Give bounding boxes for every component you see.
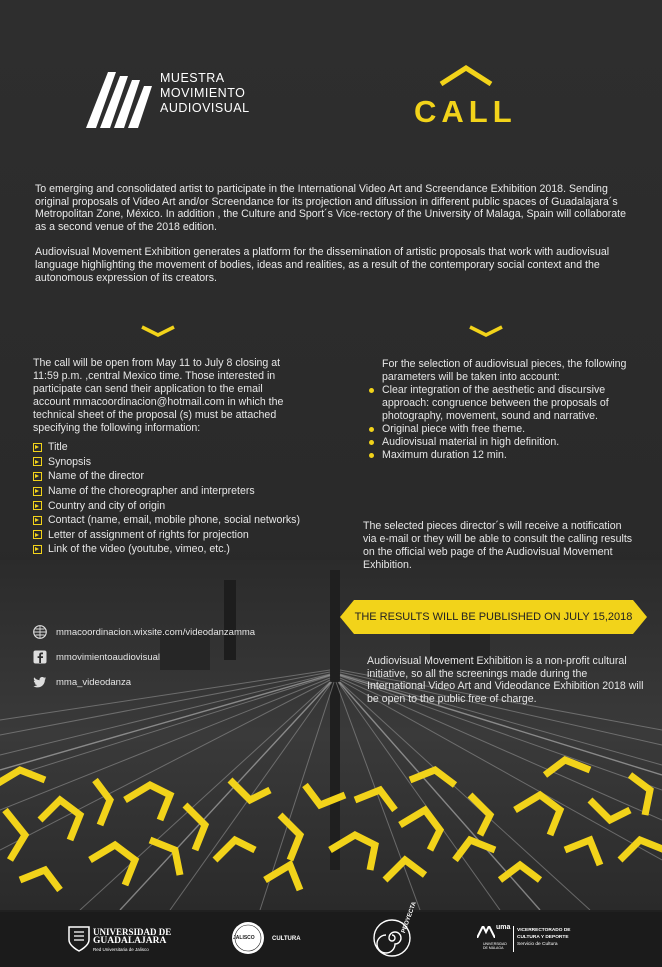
bullet-icon xyxy=(369,427,374,432)
website-link[interactable] xyxy=(33,624,255,640)
udg-name-2: GUADALAJARA xyxy=(93,936,167,946)
uma-subtitle: UNIVERSIDAD DE MÁLAGA xyxy=(483,942,507,950)
checkbox-arrow-icon xyxy=(33,516,42,525)
twitter-link[interactable] xyxy=(33,674,255,690)
decorative-yellow-shapes xyxy=(0,740,662,910)
uma-logo-icon xyxy=(477,926,495,938)
vice-line-2: CULTURA Y DEPORTE xyxy=(517,935,569,940)
globe-icon xyxy=(33,625,47,639)
chevron-down-icon xyxy=(139,324,177,338)
results-banner: THE RESULTS WILL BE PUBLISHED ON JULY 15,2018 xyxy=(354,611,633,623)
brand-line-1: MUESTRA xyxy=(160,71,225,85)
bullet-icon xyxy=(369,388,374,393)
intro-text xyxy=(35,183,635,297)
call-dates-text: The call will be open from May 11 to July 8 closing at 11:59 p.m. ,central Mexico time. Those interested in participate can send their application to the email account mmacoordinacion@hotmail.com in which the technical sheet of the proposal (s) must be attached specifying the following information: xyxy=(33,357,284,434)
vice-line-1: VICERRECTORADO DE xyxy=(517,928,571,933)
list-item: Name of the choreographer and interpreters xyxy=(33,484,300,499)
criteria-intro: For the selection of audiovisual pieces, the following parameters will be taken into account: xyxy=(382,358,627,383)
list-item: Name of the director xyxy=(33,469,300,484)
facebook-icon xyxy=(33,650,47,664)
mma-logo xyxy=(86,66,156,128)
list-item: Country and city of origin xyxy=(33,498,300,513)
udg-subtitle: Red Universitaria de Jalisco xyxy=(93,947,149,952)
chevron-down-icon xyxy=(467,324,505,338)
call-heading: CALL xyxy=(414,94,517,129)
cultura-label: CULTURA xyxy=(272,936,301,942)
list-item: Audiovisual material in high definition. xyxy=(382,436,630,449)
checkbox-arrow-icon xyxy=(33,487,42,496)
notification-text: The selected pieces director´s will receive a notification via e-mail or they will be able to consult the calling results on the official web page of the Audiovisual Movement Exhibition. xyxy=(363,520,633,571)
checkbox-arrow-icon xyxy=(33,443,42,452)
list-item: Title xyxy=(33,440,300,455)
footer-sponsors xyxy=(0,901,662,967)
facebook-handle: mmovimientoaudiovisual xyxy=(56,651,161,663)
list-item: Original piece with free theme. xyxy=(382,423,630,436)
list-item: Maximum duration 12 min. xyxy=(382,449,630,462)
nonprofit-text: Audiovisual Movement Exhibition is a non-profit cultural initiative, so all the screenings made during the International Video Art and Videodance Exhibition 2018 will be open to the public free of charge. xyxy=(367,655,644,705)
list-item: Synopsis xyxy=(33,455,300,470)
list-item: Contact (name, email, mobile phone, social networks) xyxy=(33,513,300,528)
bullet-icon xyxy=(369,440,374,445)
facebook-link[interactable] xyxy=(33,649,255,665)
required-info-list xyxy=(33,440,300,557)
uma-label: uma xyxy=(496,924,511,931)
brand-line-2: MOVIMIENTO xyxy=(160,86,246,100)
checkbox-arrow-icon xyxy=(33,530,42,539)
twitter-icon xyxy=(33,675,47,689)
checkbox-arrow-icon xyxy=(33,472,42,481)
intro-paragraph-2: Audiovisual Movement Exhibition generates a platform for the dissemination of artistic proposals that work with audiovisual language highlighting the movement of bodies, ideas and realities, as a result of the contemporary social context and the autonomous expression of its creators. xyxy=(35,246,610,284)
list-item: Link of the video (youtube, vimeo, etc.) xyxy=(33,542,300,557)
social-links xyxy=(33,624,255,699)
criteria-list xyxy=(382,384,630,462)
brand-line-3: AUDIOVISUAL xyxy=(160,101,250,115)
vice-line-3: Servicio de Cultura xyxy=(517,942,558,947)
brand-name xyxy=(160,71,250,116)
bullet-icon xyxy=(369,453,374,458)
selection-criteria xyxy=(382,358,630,462)
twitter-handle: mma_videodanza xyxy=(56,676,131,688)
jalisco-label: JALISCO xyxy=(233,935,255,941)
intro-paragraph-1: To emerging and consolidated artist to participate in the International Video Art and Screendance Exhibition 2018. Sending original proposals of Video Art and/or Screendance for its projection and difussion in different public spaces of Guadalajara´s Metropolitan Zone, México. In addition , the Culture and Sport´s Vice-rectory of the University of Malaga, Spain will collaborate as a second venue of the 2018 edition. xyxy=(35,183,626,233)
proyecta-label: PROYECTA xyxy=(401,901,418,935)
udg-shield-icon xyxy=(68,926,90,952)
footer-divider xyxy=(513,926,514,952)
call-chevron-up-icon xyxy=(437,64,495,86)
list-item: Letter of assignment of rights for projection xyxy=(33,528,300,543)
checkbox-arrow-icon xyxy=(33,545,42,554)
checkbox-arrow-icon xyxy=(33,457,42,466)
checkbox-arrow-icon xyxy=(33,501,42,510)
list-item: Clear integration of the aesthetic and discursive approach: congruence between the proposals of photography, movement, sound and narrative. xyxy=(382,384,630,423)
website-url: mmacoordinacion.wixsite.com/videodanzamma xyxy=(56,626,256,638)
udg-name-1: UNIVERSIDAD DE xyxy=(93,927,172,937)
